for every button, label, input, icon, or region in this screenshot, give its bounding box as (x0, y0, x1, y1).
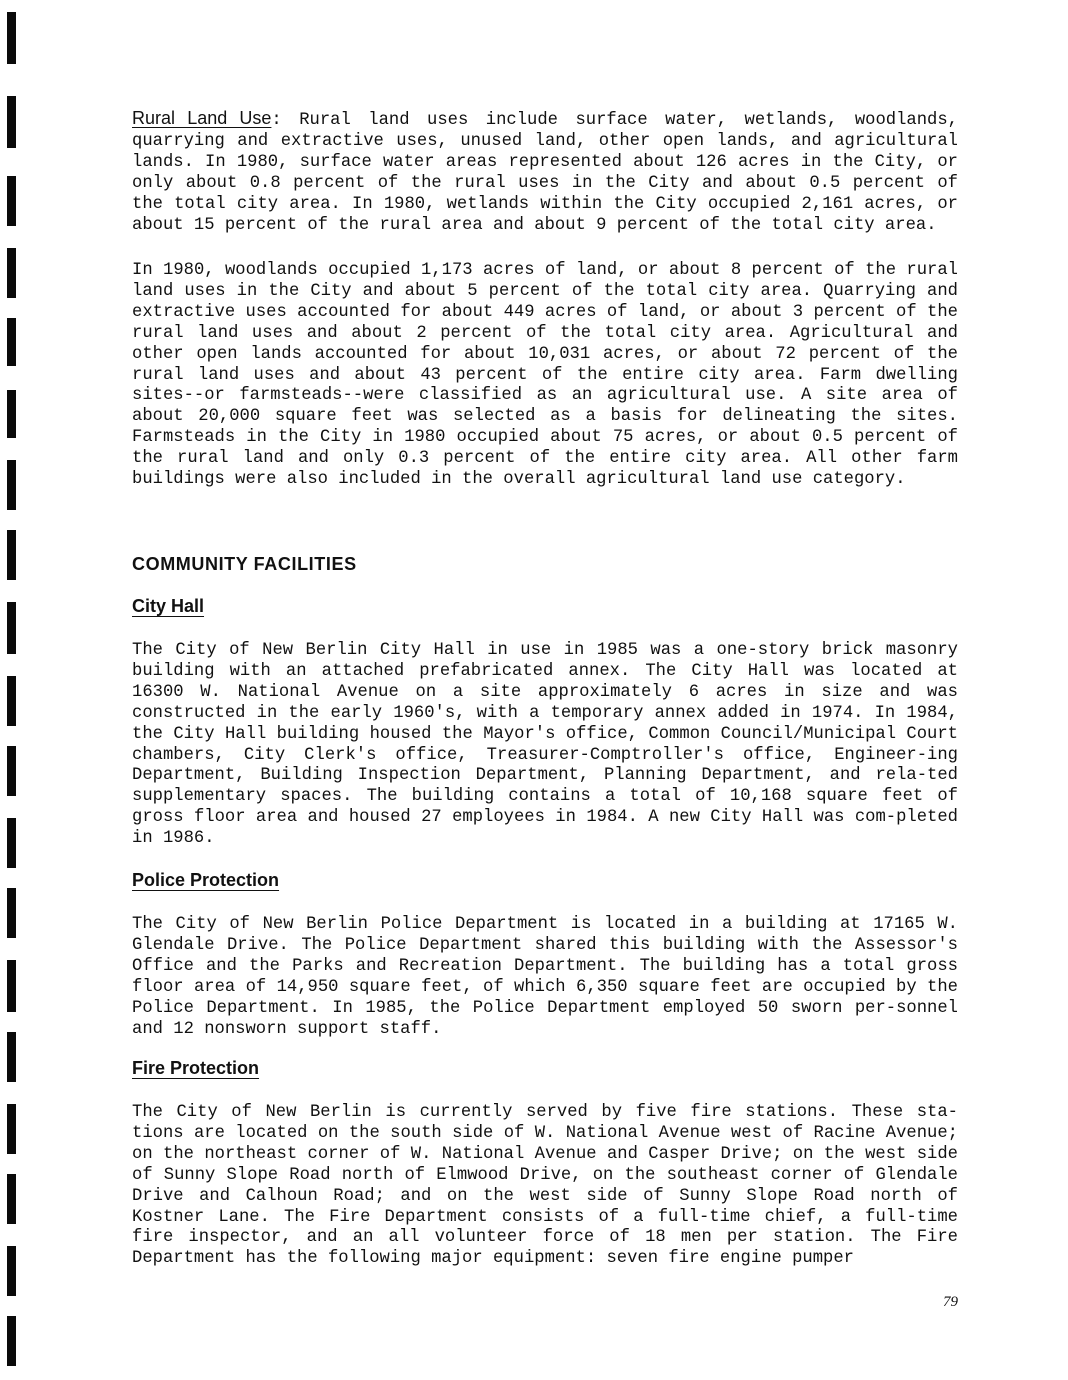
binder-bar (7, 12, 16, 64)
binder-bar (7, 1104, 16, 1154)
police-protection-heading: Police Protection (132, 870, 280, 890)
rural-land-use-paragraph-2: In 1980, woodlands occupied 1,173 acres of land, or about 8 percent of the rural land uses in the City and about 5 percent of the total city area. Quarrying and extractive uses accounted for about 449 acres of land, or about 3 percent of the rural land uses and about 2 percent of the total city area. Agricultural and other open lands accounted for about 10,031 acres, or about 72 percent of the rural land uses and about 43 percent of the entire city area. Farm dwelling sites--or farmsteads--were classified as an agricultural use. A site area of about 20,000 square feet was selected as a basis for delineating the sites. Farmsteads in the City in 1980 occupied about 75 acres, or about 0.5 percent of the rural land and only 0.3 percent of the entire city area. All other farm buildings were also included in the overall agricultural land use category. (132, 261, 958, 490)
binder-bar (7, 1246, 16, 1296)
binder-bar (7, 1032, 16, 1082)
city-hall-paragraph: The City of New Berlin City Hall in use in 1985 was a one-story brick masonry building with an attached prefabricated annex. The City Hall was located at 16300 W. National Avenue on a site approximately 6 acres in size and was constructed in the early 1960's, with a temporary annex added in 1974. In 1984, the City Hall building housed the Mayor's office, Common Council/Municipal Court chambers, City Clerk's office, Treasurer-Comptroller's office, Engineer-ing Department, Building Inspection Department, Planning Department, and rela-ted supplementary spaces. The building contains a total of 10,168 square feet of gross floor area and housed 27 employees in 1984. A new City Hall was com-pleted in 1986. (132, 641, 958, 849)
page-number: 79 (943, 1294, 958, 1310)
binder-bar (7, 530, 16, 580)
binder-bar (7, 248, 16, 298)
police-protection-paragraph: The City of New Berlin Police Department is located in a building at 17165 W. Glendale Drive. The Police Department shared this building with the Assessor's Office and the Parks and Recreation Department. The building has a total gross floor area of 14,950 square feet, of which 6,350 square feet are occupied by the Police Department. In 1985, the Police Department employed 50 sworn per-sonnel and 12 nonsworn support staff. (132, 915, 958, 1039)
binder-bar (7, 818, 16, 868)
rural-land-use-text: : Rural land uses include surface water, wetlands, woodlands, quarrying and extractive uses, unused land, other open lands, and agricultural lands. In 1980, surface water areas represented about 126 acres in the City, or only about 0.8 percent of the rural uses in the City and about 0.5 percent of the total city area. In 1980, wetlands within the City occupied 2,161 acres, or about 15 percent of the rural area and about 9 percent of the total city area. (132, 111, 958, 235)
binder-bar (7, 676, 16, 726)
binder-bar (7, 1174, 16, 1224)
binder-bar (7, 1316, 16, 1366)
binder-bar (7, 960, 16, 1012)
binder-bar (7, 390, 16, 438)
rural-land-use-paragraph-1 (132, 108, 958, 236)
binder-bar (7, 460, 16, 510)
rural-land-use-heading: Rural Land Use (132, 108, 272, 128)
binder-bar (7, 888, 16, 938)
binder-bar (7, 176, 16, 226)
community-facilities-heading: COMMUNITY FACILITIES (132, 554, 357, 574)
city-hall-heading: City Hall (132, 596, 205, 616)
binder-bar (7, 96, 16, 148)
fire-protection-paragraph: The City of New Berlin is currently served by five fire stations. These sta-tions are located on the south side of W. National Avenue west of Racine Avenue; on the northeast corner of W. National Avenue and Casper Drive; on the west side of Sunny Slope Road north of Elmwood Drive, on the southeast corner of Glendale Drive and Calhoun Road; and on the west side of Sunny Slope Road north of Kostner Lane. The Fire Department consists of a full-time chief, a full-time fire inspector, and an all volunteer force of 18 men per station. The Fire Department has the following major equipment: seven fire engine pumper (132, 1103, 958, 1269)
binder-bar (7, 602, 16, 654)
binder-bar (7, 746, 16, 796)
binder-bar (7, 318, 16, 366)
fire-protection-heading: Fire Protection (132, 1058, 260, 1078)
